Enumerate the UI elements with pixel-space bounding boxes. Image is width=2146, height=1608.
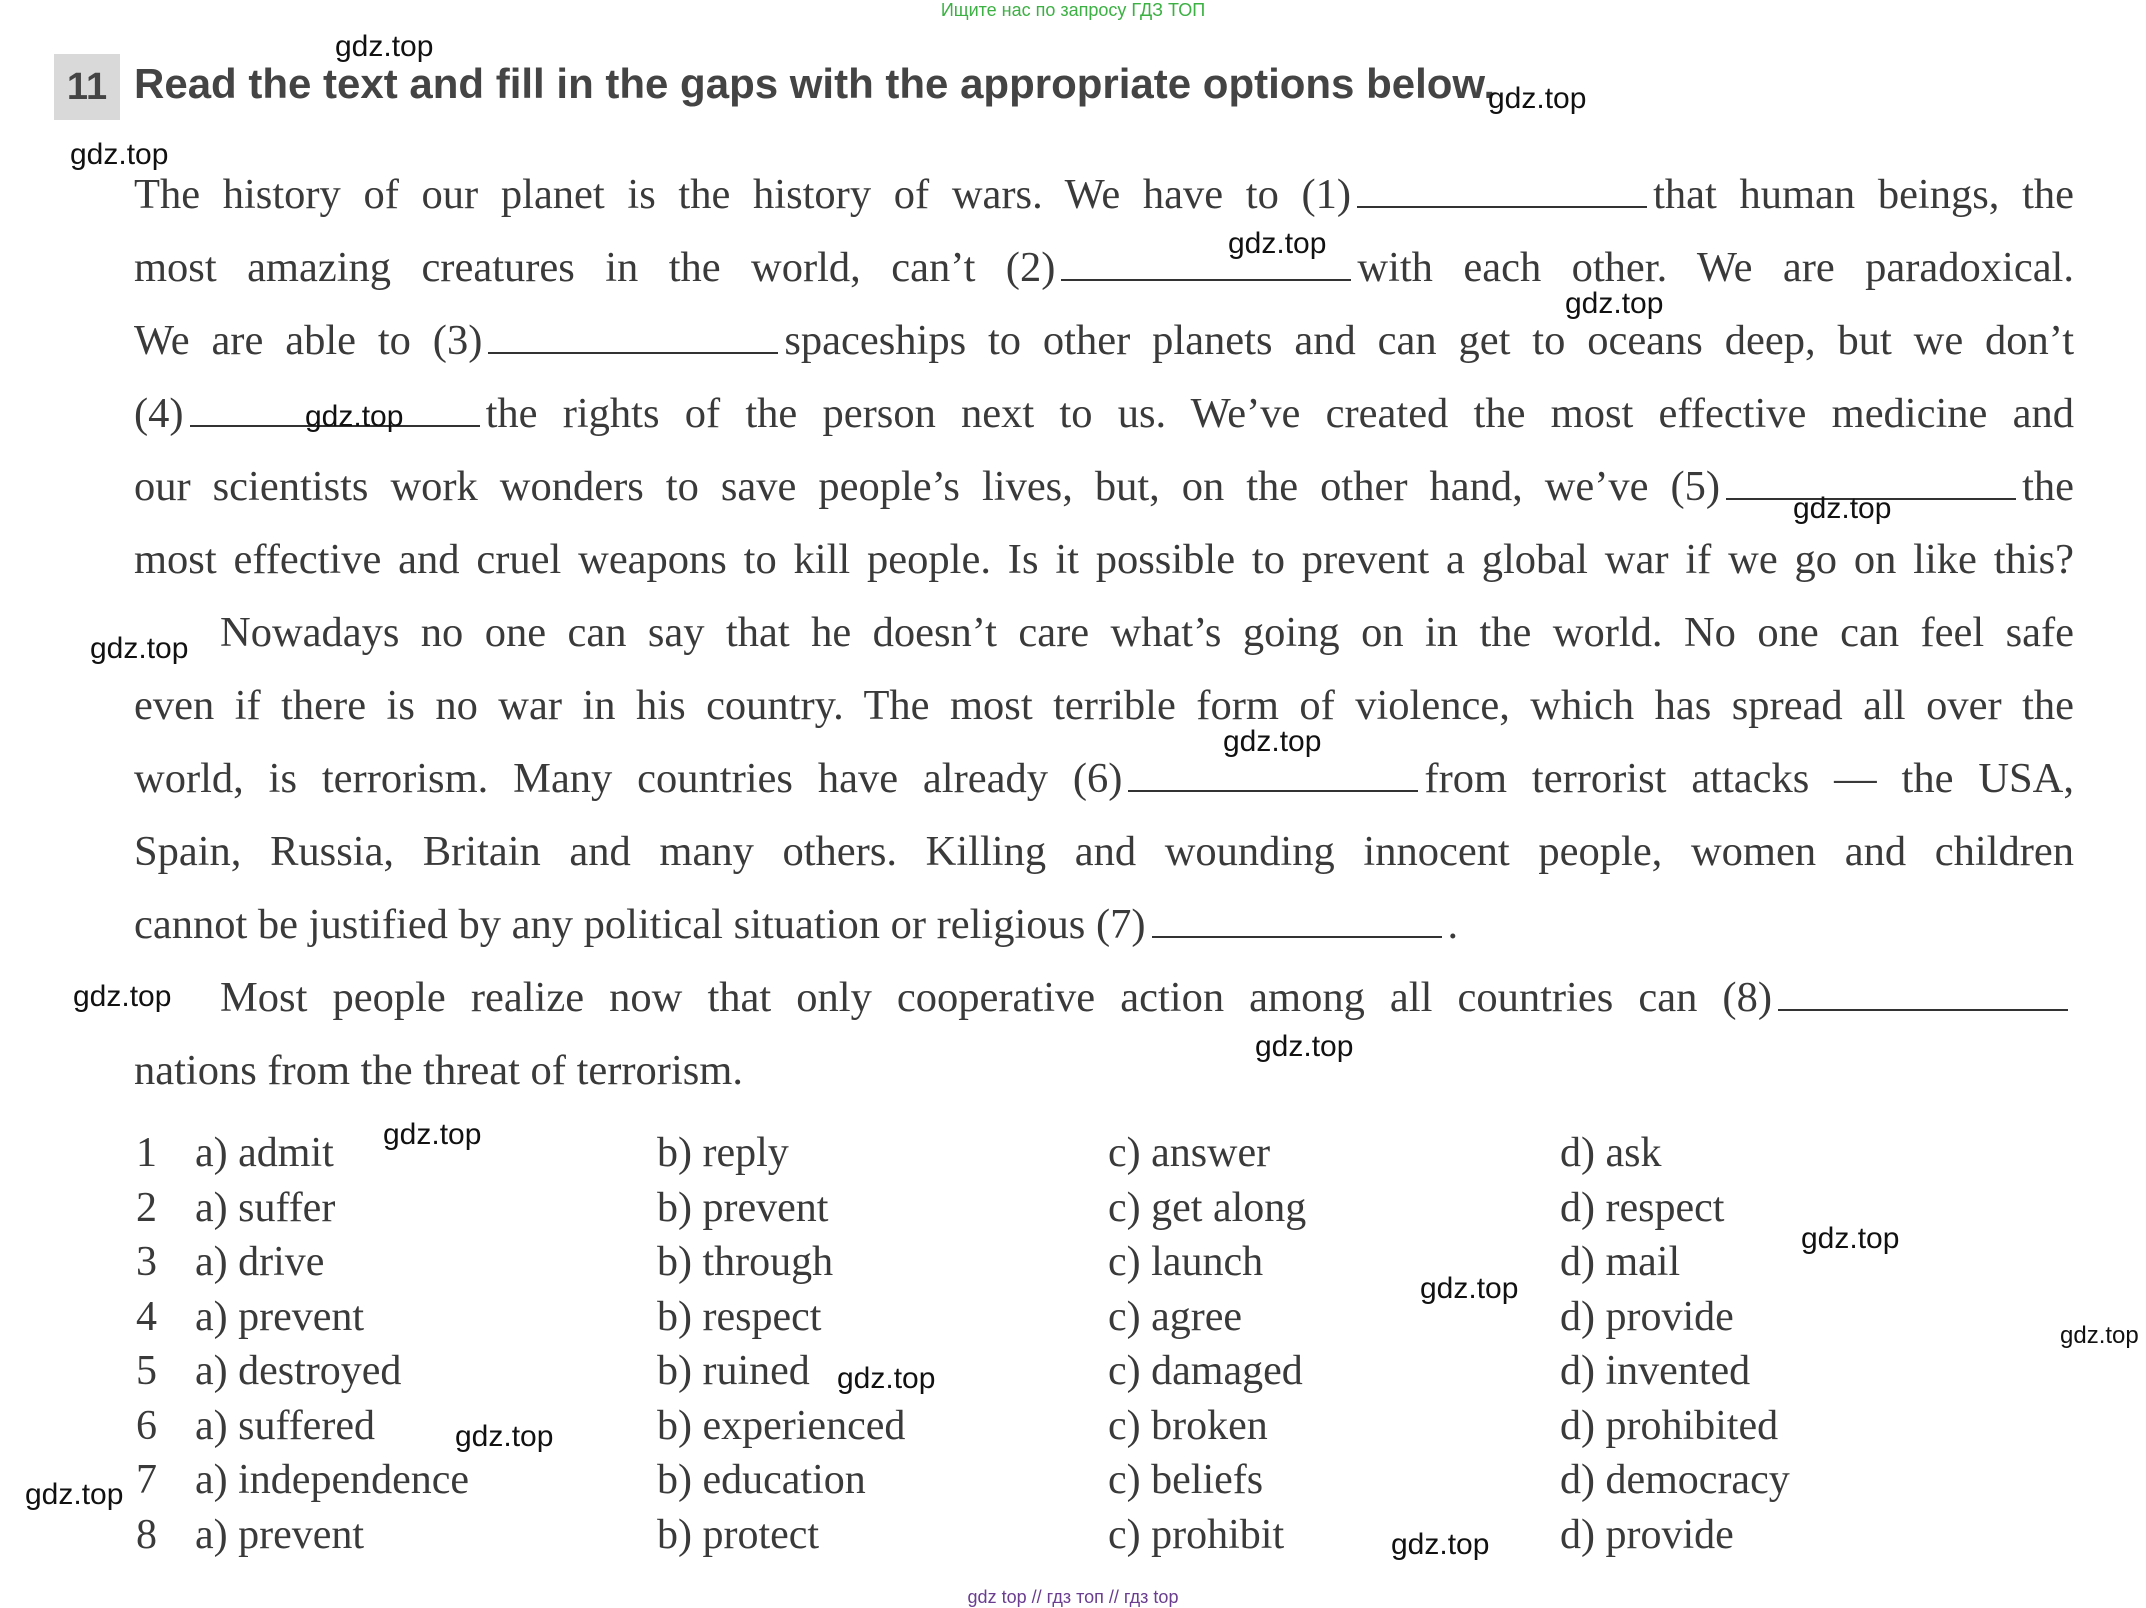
option-d: d) respect bbox=[1560, 1184, 1725, 1231]
text-line-4 bbox=[134, 389, 2074, 439]
text-segment: the rights of the person next to us. We’ve created the most effective medicine and bbox=[485, 390, 2074, 437]
option-a: a) suffered bbox=[195, 1402, 375, 1449]
option-a: a) suffer bbox=[195, 1184, 336, 1231]
text-segment: . bbox=[1447, 901, 1459, 948]
watermark: gdz.top bbox=[1488, 82, 1587, 115]
text-segment: our scientists work wonders to save people’s lives, but, on the other hand, we’ve (5) bbox=[134, 463, 1721, 510]
option-a: a) prevent bbox=[195, 1511, 365, 1558]
option-b: b) ruined bbox=[657, 1348, 810, 1394]
footer: gdz top // гдз топ // гдз top bbox=[967, 1587, 1179, 1607]
gap-7 bbox=[1152, 906, 1442, 938]
option-d: d) invented bbox=[1560, 1348, 1751, 1394]
gap-8 bbox=[1778, 979, 2068, 1011]
exercise-title: Read the text and fill in the gaps with the appropriate options below. bbox=[134, 60, 1496, 107]
option-c: c) answer bbox=[1108, 1130, 1271, 1176]
option-b: b) respect bbox=[657, 1293, 822, 1340]
text-line-13: nations from the threat of terrorism. bbox=[134, 1047, 743, 1094]
option-number: 7 bbox=[136, 1457, 157, 1503]
option-number: 6 bbox=[136, 1402, 157, 1449]
text-segment: from terrorist attacks — the USA, bbox=[1424, 755, 2074, 802]
watermark: gdz.top bbox=[25, 1478, 124, 1511]
watermark: gdz.top bbox=[1255, 1030, 1354, 1063]
option-b: b) through bbox=[657, 1239, 834, 1285]
watermark: gdz.top bbox=[1228, 227, 1327, 260]
option-number: 1 bbox=[136, 1130, 157, 1176]
option-b: b) education bbox=[657, 1457, 866, 1503]
option-d: d) mail bbox=[1560, 1239, 1681, 1285]
text-line-5 bbox=[134, 462, 2074, 512]
watermark: gdz.top bbox=[1565, 287, 1664, 320]
text-segment: We are able to (3) bbox=[134, 317, 483, 364]
text-segment: with each other. We are paradoxical. bbox=[1357, 244, 2074, 291]
watermark: gdz.top bbox=[1420, 1272, 1519, 1305]
text-segment: The history of our planet is the history of wars. We have to (1) bbox=[134, 171, 1352, 218]
text-line-7: Nowadays no one can say that he doesn’t care what’s going on in the world. No one can feel safe bbox=[220, 609, 2074, 656]
text-line-3 bbox=[134, 316, 2074, 366]
option-a: a) admit bbox=[195, 1130, 334, 1176]
option-d: d) democracy bbox=[1560, 1457, 1790, 1503]
text-line-8: even if there is no war in his country. The most terrible form of violence, which has spread all over the bbox=[134, 682, 2074, 729]
option-b: b) reply bbox=[657, 1130, 789, 1176]
gap-3 bbox=[488, 322, 778, 354]
option-b: b) protect bbox=[657, 1511, 820, 1558]
text-segment: (4) bbox=[134, 390, 184, 437]
exercise-number: 11 bbox=[54, 54, 120, 120]
watermark: gdz.top bbox=[1793, 492, 1892, 525]
option-c: c) get along bbox=[1108, 1184, 1307, 1231]
text-segment: that human beings, the bbox=[1653, 171, 2074, 218]
text-line-6: most effective and cruel weapons to kill people. Is it possible to prevent a global war if we go on like this? bbox=[134, 536, 2074, 583]
text-segment: cannot be justified by any political situation or religious (7) bbox=[134, 901, 1146, 948]
text-segment: the bbox=[2022, 463, 2074, 510]
text-line-10: Spain, Russia, Britain and many others. Killing and wounding innocent people, women and children bbox=[134, 828, 2074, 875]
option-c: c) damaged bbox=[1108, 1348, 1303, 1394]
watermark: gdz.top bbox=[837, 1362, 936, 1395]
option-a: a) independence bbox=[195, 1457, 470, 1503]
text-segment: world, is terrorism. Many countries have already (6) bbox=[134, 755, 1123, 802]
watermark: gdz.top bbox=[335, 30, 434, 63]
option-c: c) agree bbox=[1108, 1293, 1243, 1340]
watermark: gdz.top bbox=[1801, 1222, 1900, 1255]
option-d: d) provide bbox=[1560, 1511, 1734, 1558]
option-a: a) drive bbox=[195, 1239, 325, 1285]
top-banner: Ищите нас по запросу ГДЗ ТОП bbox=[940, 0, 1206, 20]
watermark: gdz.top bbox=[383, 1118, 482, 1151]
option-c: c) launch bbox=[1108, 1239, 1264, 1285]
option-number: 5 bbox=[136, 1348, 157, 1394]
text-segment: most amazing creatures in the world, can’t (2) bbox=[134, 244, 1056, 291]
text-line-11 bbox=[134, 900, 2074, 950]
text-segment: Most people realize now that only cooperative action among all countries can (8) bbox=[220, 974, 1772, 1021]
text-segment: spaceships to other planets and can get to oceans deep, but we don’t bbox=[784, 317, 2074, 364]
text-line-1 bbox=[134, 170, 2074, 220]
option-number: 3 bbox=[136, 1239, 157, 1285]
option-number: 8 bbox=[136, 1511, 157, 1558]
option-c: c) prohibit bbox=[1108, 1511, 1285, 1558]
option-a: a) prevent bbox=[195, 1293, 365, 1340]
option-c: c) beliefs bbox=[1108, 1457, 1264, 1503]
watermark: gdz.top bbox=[1391, 1528, 1490, 1561]
option-a: a) destroyed bbox=[195, 1348, 402, 1394]
watermark: gdz.top bbox=[2060, 1322, 2139, 1349]
gap-6 bbox=[1128, 760, 1418, 792]
option-b: b) prevent bbox=[657, 1184, 829, 1231]
watermark: gdz.top bbox=[455, 1420, 554, 1453]
option-d: d) provide bbox=[1560, 1293, 1734, 1340]
watermark: gdz.top bbox=[305, 400, 404, 433]
watermark: gdz.top bbox=[73, 980, 172, 1013]
option-b: b) experienced bbox=[657, 1402, 906, 1449]
option-number: 2 bbox=[136, 1184, 157, 1231]
gap-1 bbox=[1357, 176, 1647, 208]
watermark: gdz.top bbox=[90, 632, 189, 665]
option-d: d) ask bbox=[1560, 1130, 1662, 1176]
watermark: gdz.top bbox=[1223, 725, 1322, 758]
text-line-9 bbox=[134, 754, 2074, 804]
text-line-2 bbox=[134, 243, 2074, 293]
option-number: 4 bbox=[136, 1293, 157, 1340]
text-line-12 bbox=[220, 973, 2074, 1023]
option-d: d) prohibited bbox=[1560, 1402, 1779, 1449]
watermark: gdz.top bbox=[70, 138, 169, 171]
option-c: c) broken bbox=[1108, 1402, 1268, 1449]
